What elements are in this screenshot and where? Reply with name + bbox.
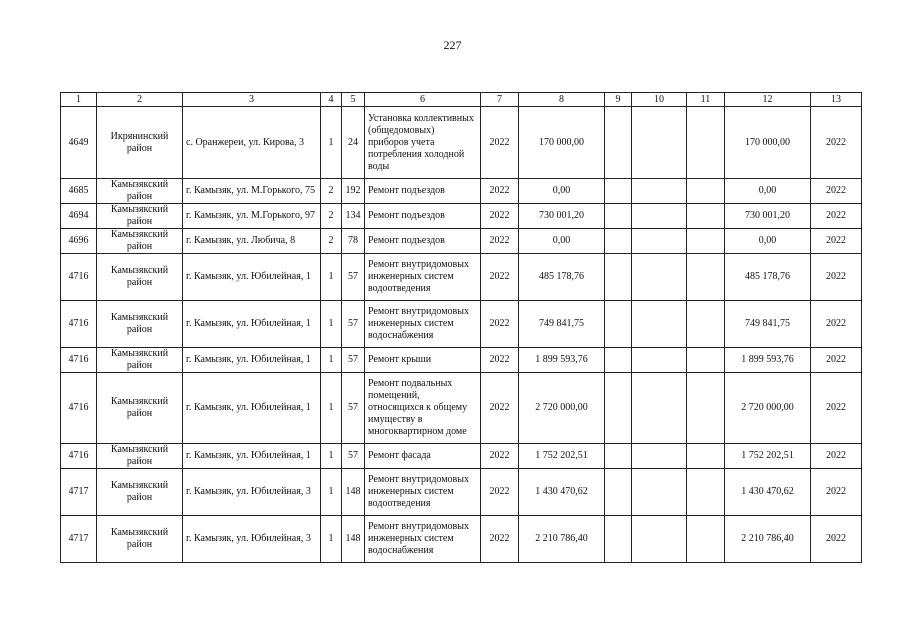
year: 2022 [481,516,519,563]
district: Камызякский район [97,204,183,229]
col-11-value [687,469,725,516]
row-id: 4716 [61,373,97,444]
row-id: 4717 [61,516,97,563]
col-9-value [605,107,632,179]
district: Икрянинский район [97,107,183,179]
address: с. Оранжереи, ул. Кирова, 3 [183,107,321,179]
completion-year: 2022 [811,254,862,301]
table-row [61,469,862,516]
year: 2022 [481,254,519,301]
col-4-value: 1 [321,469,342,516]
row-id: 4716 [61,348,97,373]
district: Камызякский район [97,444,183,469]
col-10-value [632,469,687,516]
col-5-value: 148 [342,516,365,563]
column-header: 6 [365,93,481,107]
col-11-value [687,516,725,563]
amount: 1 752 202,51 [519,444,605,469]
col-10-value [632,516,687,563]
column-header: 12 [725,93,811,107]
address: г. Камызяк, ул. Юбилейная, 1 [183,373,321,444]
col-10-value [632,204,687,229]
col-4-value: 1 [321,373,342,444]
col-4-value: 1 [321,254,342,301]
district: Камызякский район [97,516,183,563]
col-5-value: 57 [342,444,365,469]
col-10-value [632,301,687,348]
col-11-value [687,373,725,444]
col-5-value: 192 [342,179,365,204]
col-9-value [605,373,632,444]
completion-year: 2022 [811,516,862,563]
col-5-value: 24 [342,107,365,179]
work-type: Ремонт внутридомовых инженерных систем водоотведения [365,254,481,301]
column-header: 5 [342,93,365,107]
completion-year: 2022 [811,229,862,254]
col-10-value [632,254,687,301]
table-row [61,516,862,563]
col-5-value: 57 [342,348,365,373]
col-9-value [605,348,632,373]
district: Камызякский район [97,179,183,204]
col-10-value [632,229,687,254]
district: Камызякский район [97,229,183,254]
page-number: 227 [443,38,462,52]
col-9-value [605,469,632,516]
district: Камызякский район [97,348,183,373]
completion-year: 2022 [811,301,862,348]
col-10-value [632,348,687,373]
col-11-value [687,348,725,373]
amount: 170 000,00 [519,107,605,179]
completion-year: 2022 [811,107,862,179]
year: 2022 [481,107,519,179]
row-id: 4696 [61,229,97,254]
table-row [61,179,862,204]
year: 2022 [481,469,519,516]
year: 2022 [481,204,519,229]
column-header: 8 [519,93,605,107]
completion-year: 2022 [811,179,862,204]
district: Камызякский район [97,254,183,301]
col-11-value [687,444,725,469]
work-type: Ремонт внутридомовых инженерных систем водоснабжения [365,301,481,348]
work-type: Ремонт подъездов [365,229,481,254]
column-header: 9 [605,93,632,107]
work-type: Ремонт подвальных помещений, относящихся к общему имуществу в многоквартирном доме [365,373,481,444]
table-row [61,373,862,444]
col-11-value [687,301,725,348]
col-5-value: 148 [342,469,365,516]
completion-year: 2022 [811,373,862,444]
work-type: Ремонт подъездов [365,204,481,229]
row-id: 4717 [61,469,97,516]
col-11-value [687,204,725,229]
col-10-value [632,179,687,204]
amount: 0,00 [519,179,605,204]
column-number-row [61,93,862,107]
address: г. Камызяк, ул. Юбилейная, 3 [183,516,321,563]
total-amount: 0,00 [725,229,811,254]
address: г. Камызяк, ул. Юбилейная, 1 [183,254,321,301]
total-amount: 1 752 202,51 [725,444,811,469]
work-type: Ремонт внутридомовых инженерных систем водоотведения [365,469,481,516]
col-4-value: 1 [321,444,342,469]
col-10-value [632,444,687,469]
col-9-value [605,229,632,254]
col-11-value [687,229,725,254]
row-id: 4685 [61,179,97,204]
col-4-value: 1 [321,348,342,373]
address: г. Камызяк, ул. Юбилейная, 1 [183,444,321,469]
col-4-value: 2 [321,229,342,254]
completion-year: 2022 [811,348,862,373]
row-id: 4716 [61,301,97,348]
col-9-value [605,516,632,563]
column-header: 1 [61,93,97,107]
year: 2022 [481,229,519,254]
table-row [61,204,862,229]
total-amount: 749 841,75 [725,301,811,348]
completion-year: 2022 [811,469,862,516]
row-id: 4649 [61,107,97,179]
work-type: Установка коллективных (общедомовых) приборов учета потребления холодной воды [365,107,481,179]
row-id: 4716 [61,444,97,469]
col-4-value: 1 [321,107,342,179]
column-header: 11 [687,93,725,107]
col-11-value [687,254,725,301]
col-10-value [632,107,687,179]
col-9-value [605,204,632,229]
col-5-value: 78 [342,229,365,254]
year: 2022 [481,179,519,204]
col-4-value: 2 [321,204,342,229]
total-amount: 2 720 000,00 [725,373,811,444]
year: 2022 [481,348,519,373]
table-row [61,107,862,179]
col-4-value: 1 [321,301,342,348]
district: Камызякский район [97,373,183,444]
column-header: 13 [811,93,862,107]
address: г. Камызяк, ул. Юбилейная, 3 [183,469,321,516]
work-type: Ремонт крыши [365,348,481,373]
completion-year: 2022 [811,444,862,469]
column-header: 10 [632,93,687,107]
total-amount: 1 899 593,76 [725,348,811,373]
district: Камызякский район [97,301,183,348]
repair-program-table [60,92,862,563]
table-row [61,254,862,301]
col-4-value: 2 [321,179,342,204]
address: г. Камызяк, ул. Юбилейная, 1 [183,301,321,348]
column-header: 7 [481,93,519,107]
amount: 2 210 786,40 [519,516,605,563]
year: 2022 [481,301,519,348]
address: г. Камызяк, ул. Юбилейная, 1 [183,348,321,373]
amount: 1 430 470,62 [519,469,605,516]
work-type: Ремонт подъездов [365,179,481,204]
col-11-value [687,107,725,179]
work-type: Ремонт фасада [365,444,481,469]
completion-year: 2022 [811,204,862,229]
column-header: 4 [321,93,342,107]
col-5-value: 57 [342,373,365,444]
col-5-value: 57 [342,254,365,301]
amount: 0,00 [519,229,605,254]
total-amount: 730 001,20 [725,204,811,229]
address: г. Камызяк, ул. М.Горького, 75 [183,179,321,204]
address: г. Камызяк, ул. М.Горького, 97 [183,204,321,229]
year: 2022 [481,373,519,444]
col-11-value [687,179,725,204]
col-5-value: 134 [342,204,365,229]
amount: 730 001,20 [519,204,605,229]
row-id: 4694 [61,204,97,229]
total-amount: 170 000,00 [725,107,811,179]
col-10-value [632,373,687,444]
col-9-value [605,301,632,348]
col-9-value [605,254,632,301]
col-5-value: 57 [342,301,365,348]
table-row [61,444,862,469]
col-4-value: 1 [321,516,342,563]
column-header: 3 [183,93,321,107]
column-header: 2 [97,93,183,107]
table-row [61,229,862,254]
total-amount: 485 178,76 [725,254,811,301]
row-id: 4716 [61,254,97,301]
col-9-value [605,444,632,469]
table-row [61,348,862,373]
amount: 749 841,75 [519,301,605,348]
total-amount: 2 210 786,40 [725,516,811,563]
amount: 485 178,76 [519,254,605,301]
total-amount: 1 430 470,62 [725,469,811,516]
table-row [61,301,862,348]
address: г. Камызяк, ул. Любича, 8 [183,229,321,254]
col-9-value [605,179,632,204]
district: Камызякский район [97,469,183,516]
total-amount: 0,00 [725,179,811,204]
amount: 2 720 000,00 [519,373,605,444]
amount: 1 899 593,76 [519,348,605,373]
year: 2022 [481,444,519,469]
work-type: Ремонт внутридомовых инженерных систем водоснабжения [365,516,481,563]
